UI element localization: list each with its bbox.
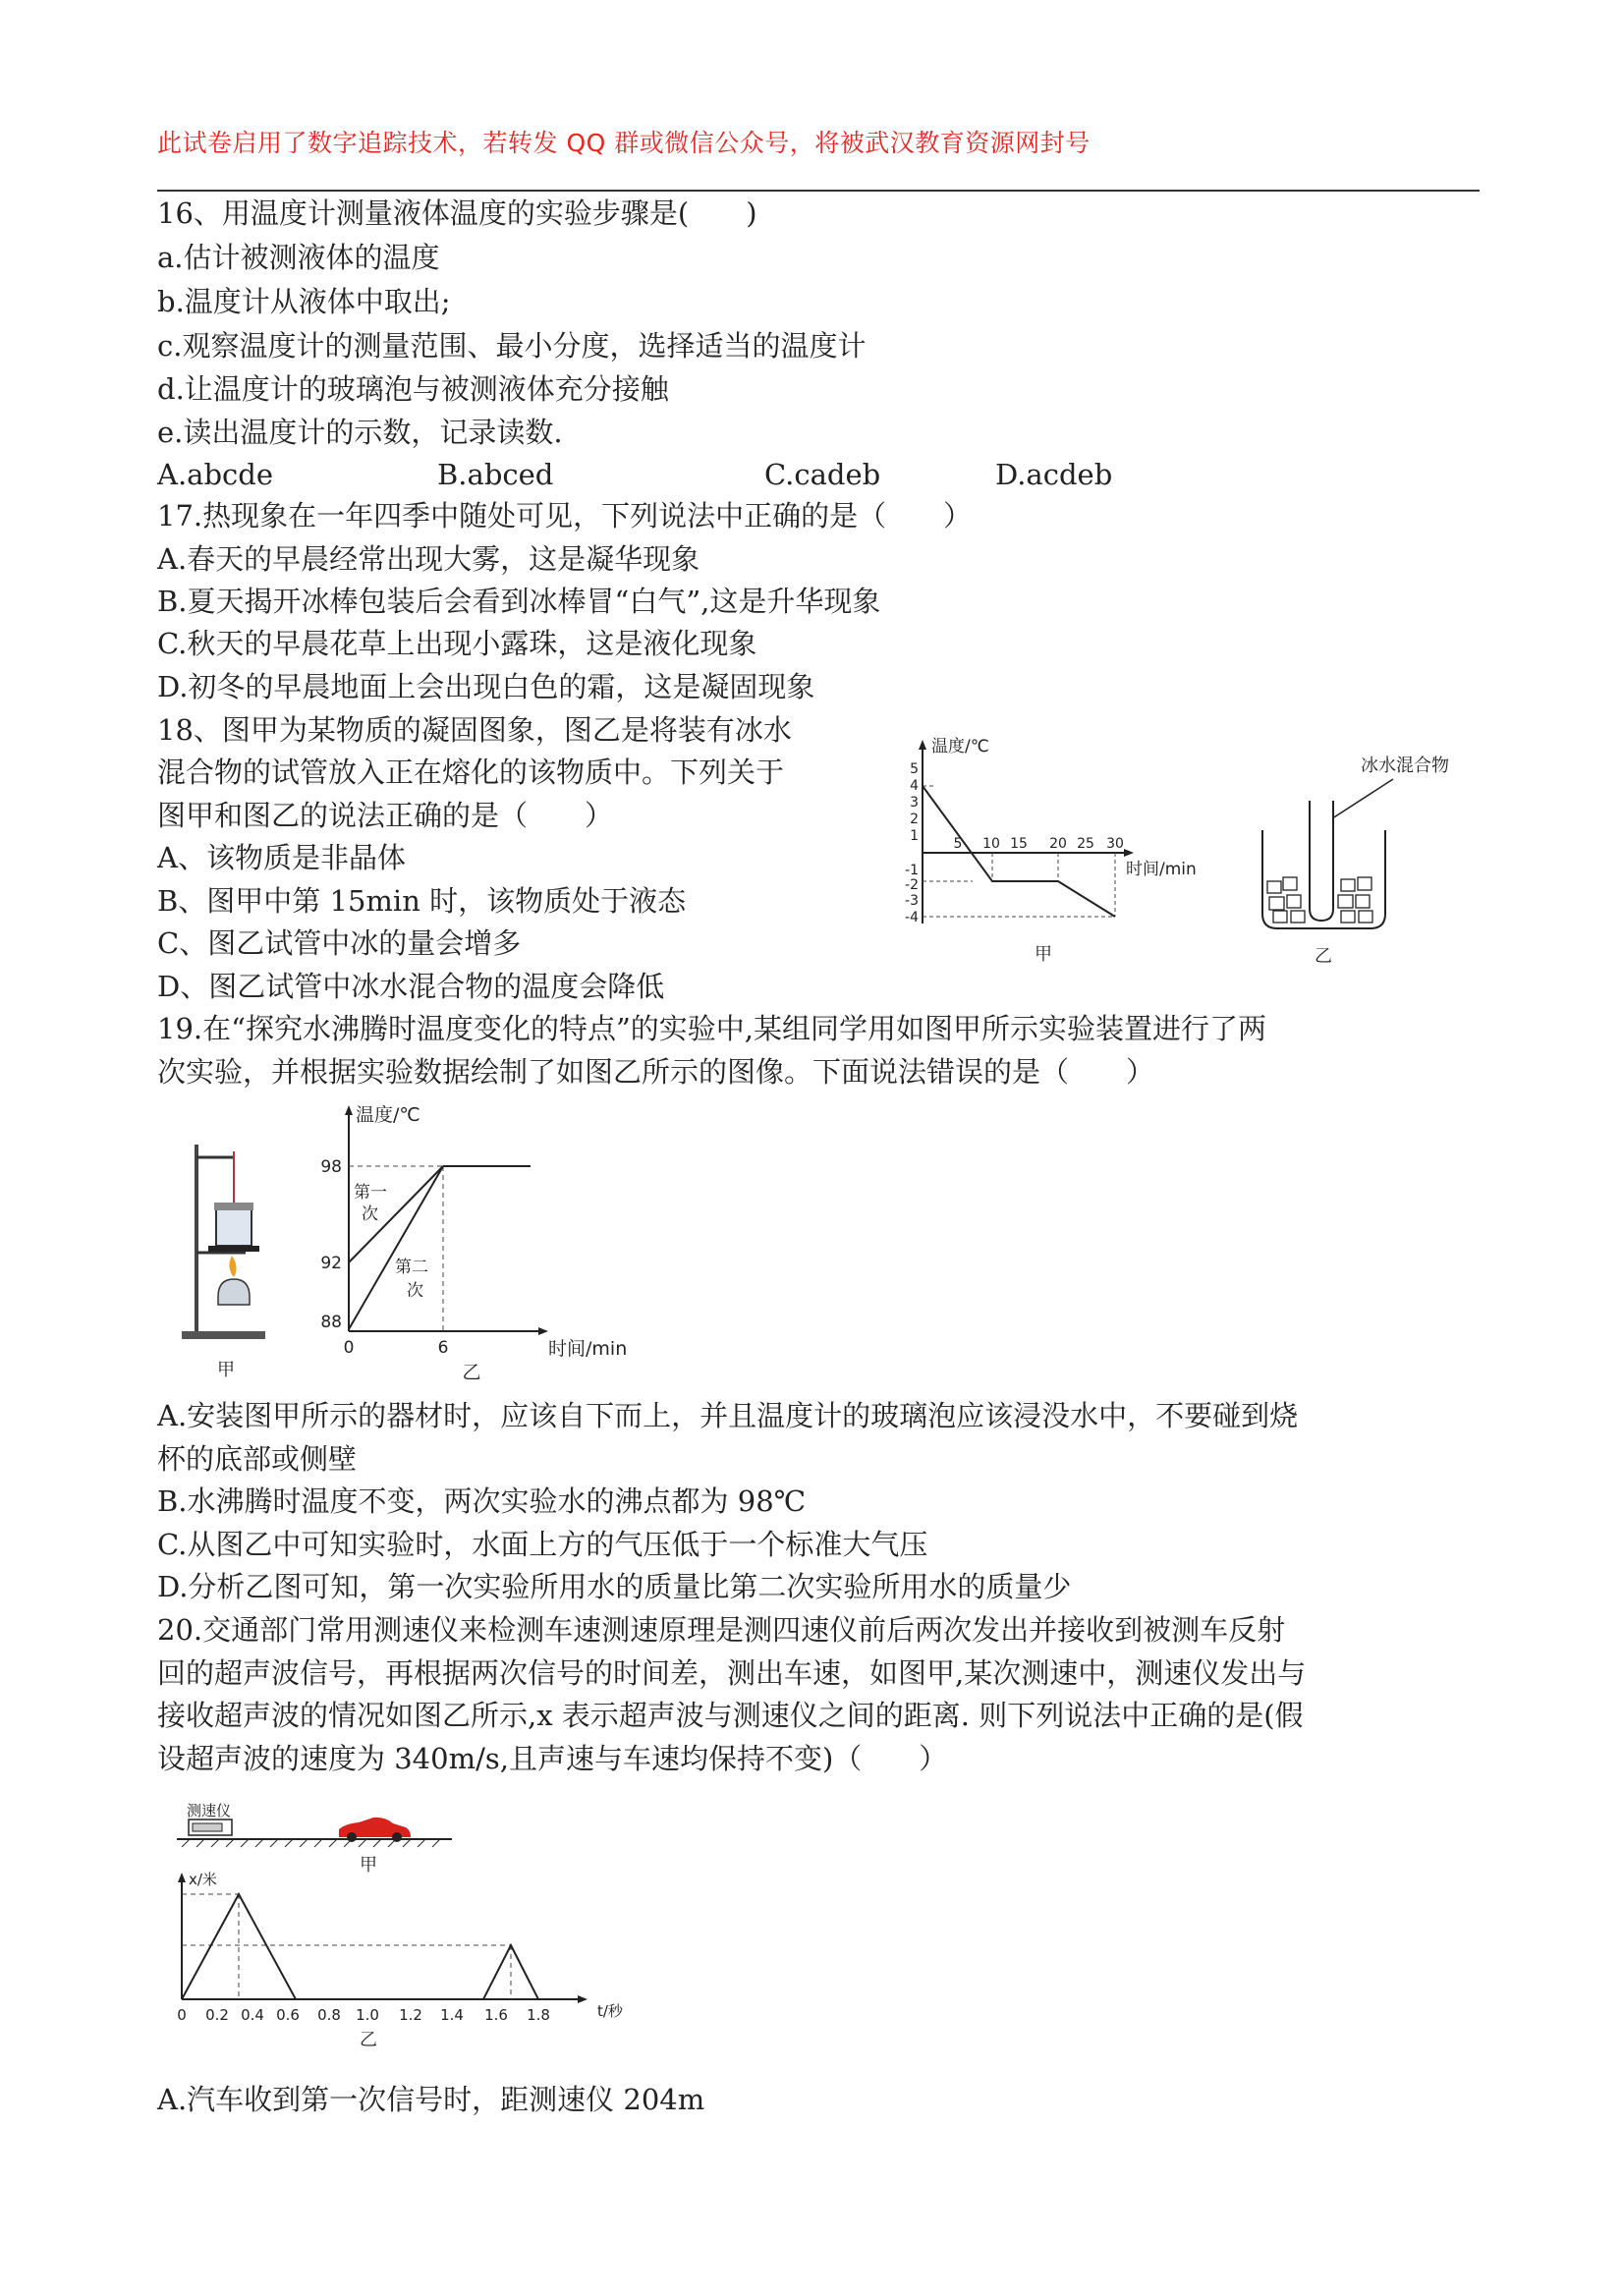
hatch: [300, 1839, 308, 1847]
q20-car-wheel-front: [392, 1832, 402, 1842]
q16-options: [157, 458, 1480, 491]
q18-y-axis-arrow: [919, 740, 926, 750]
q20-stem-line4: 设超声波的速度为 340m/s,且声速与车速均保持不变)（ ）: [157, 1742, 948, 1775]
hatch: [182, 1839, 190, 1847]
q18-test-tube: [1310, 801, 1333, 921]
q19-boiling-graph: [305, 1095, 658, 1390]
q20-y-axis-arrow: [178, 1873, 186, 1882]
q19-xtick-6: 6: [437, 1338, 449, 1358]
q16-stem: 16、用温度计测量液体温度的实验步骤是( ): [157, 196, 757, 230]
ice-cube: [1359, 911, 1372, 923]
q20-xtick-1.2: 1.2: [399, 2006, 422, 2024]
q19-y-axis-label: 温度/℃: [356, 1104, 420, 1126]
q19-option-a-line1: A.安装图甲所示的器材时，应该自下而上，并且温度计的玻璃泡应该浸没水中，不要碰到烧: [157, 1399, 1299, 1432]
q19-stem-line2: 次实验，并根据实验数据绘制了如图乙所示的图像。下面说法错误的是（ ）: [157, 1055, 1155, 1089]
q19-flame: [229, 1256, 236, 1277]
q20-xtick-0.6: 0.6: [276, 2006, 300, 2024]
q18-y-axis-label: 温度/℃: [931, 737, 989, 756]
q19-alcohol-lamp: [218, 1279, 250, 1305]
hatch: [329, 1839, 337, 1847]
q18-ytick-3: 3: [910, 795, 919, 811]
q18-beaker-figure: [1248, 742, 1474, 968]
q20-x-ticks: [177, 2006, 550, 2024]
q19-beaker-lid: [214, 1203, 253, 1210]
q19-ytick-92: 92: [320, 1254, 342, 1273]
q19-label-first-1: 第一: [354, 1183, 387, 1203]
hatch: [418, 1839, 425, 1847]
q20-signal-graph: [167, 1867, 639, 2053]
q19-fig-b-caption: 乙: [462, 1362, 481, 1383]
q18-xtick-20: 20: [1049, 836, 1067, 852]
hatch: [373, 1839, 381, 1847]
q18-y-ticks: [905, 761, 919, 925]
hatch: [432, 1839, 440, 1847]
q18-x-ticks: [954, 836, 1124, 852]
q19-label-first-2: 次: [362, 1204, 378, 1224]
q18-fig-b-caption: 乙: [1315, 946, 1332, 967]
q17-option-c: C.秋天的早晨花草上出现小露珠，这是液化现象: [157, 627, 757, 660]
q19-stem-line1: 19.在“探究水沸腾时温度变化的特点”的实验中,某组同学用如图甲所示实验装置进行了两: [157, 1012, 1266, 1045]
q20-option-a: A.汽车收到第一次信号时，距测速仪 204m: [157, 2083, 705, 2116]
q18-label-leader: [1326, 779, 1393, 822]
q16-option-a: A.abcde: [157, 458, 273, 491]
q18-stem-line2: 混合物的试管放入正在熔化的该物质中。下列关于: [157, 756, 785, 789]
q18-x-axis-label: 时间/min: [1126, 860, 1197, 879]
q18-stem-line1: 18、图甲为某物质的凝固图象，图乙是将装有冰水: [157, 713, 792, 747]
q20-y-axis-label: x/米: [189, 1871, 217, 1888]
q20-x-axis-label: t/秒: [597, 2002, 623, 2020]
q20-fig-b-caption: 乙: [360, 2030, 377, 2050]
hatch: [255, 1839, 263, 1847]
q18-fig-a-caption: 甲: [1035, 944, 1052, 965]
q18-ytick-1: 1: [910, 828, 919, 844]
ice-cube: [1356, 895, 1370, 908]
q19-label-second-1: 第二: [395, 1258, 428, 1277]
ice-cube: [1358, 877, 1371, 890]
q19-y-axis-arrow: [345, 1105, 353, 1115]
q20-fig-a-caption: 甲: [360, 1855, 377, 1876]
ice-cube: [1283, 877, 1297, 890]
q16-step-d: d.让温度计的玻璃泡与被测液体充分接触: [157, 372, 669, 406]
q19-apparatus-figure: [177, 1130, 275, 1385]
q20-stem-line2: 回的超声波信号，再根据两次信号的时间差，测出车速，如图甲,某次测速中，测速仪发出与: [157, 1656, 1307, 1690]
q18-xtick-10: 10: [982, 836, 1000, 852]
ice-cube: [1291, 911, 1305, 923]
q19-ytick-98: 98: [320, 1157, 342, 1177]
q19-fig-a-caption: 甲: [217, 1360, 235, 1380]
q19-x-axis-arrow: [538, 1327, 548, 1335]
q20-xtick-1.0: 1.0: [356, 2006, 379, 2024]
q16-step-b: b.温度计从液体中取出;: [157, 285, 451, 318]
q19-stand-rod: [195, 1145, 198, 1331]
q19-option-c: C.从图乙中可知实验时，水面上方的气压低于一个标准大气压: [157, 1528, 928, 1561]
q18-xtick-5: 5: [953, 836, 963, 852]
q20-detector-window: [193, 1823, 222, 1831]
q19-option-a-line2: 杯的底部或侧壁: [157, 1442, 358, 1476]
hatch: [285, 1839, 293, 1847]
q17-option-d: D.初冬的早晨地面上会出现白色的霜，这是凝固现象: [157, 670, 815, 703]
q19-stand-base: [182, 1331, 265, 1339]
q18-x-axis-arrow: [1124, 849, 1134, 857]
ice-cube: [1269, 897, 1284, 910]
header-rule: [157, 190, 1480, 192]
q19-option-d: D.分析乙图可知，第一次实验所用水的质量比第二次实验所用水的质量少: [157, 1570, 1072, 1603]
ice-cube: [1273, 911, 1287, 923]
q20-xtick-1.4: 1.4: [440, 2006, 464, 2024]
hatch: [226, 1839, 234, 1847]
q18-ytick-4: 4: [910, 778, 919, 794]
hatch: [196, 1839, 204, 1847]
q18-option-b: B、图甲中第 15min 时，该物质处于液态: [157, 884, 687, 918]
q18-ytick-5: 5: [910, 761, 919, 777]
q19-ytick-88: 88: [320, 1313, 342, 1332]
q18-xtick-15: 15: [1010, 836, 1028, 852]
q20-xtick-0.4: 0.4: [241, 2006, 264, 2024]
q18-ytick-neg3: -3: [905, 893, 919, 909]
q16-step-c: c.观察温度计的测量范围、最小分度，选择适当的温度计: [157, 329, 867, 363]
q18-ytick-neg4: -4: [905, 910, 919, 925]
q19-label-second-2: 次: [407, 1281, 423, 1301]
q20-xtick-0.8: 0.8: [317, 2006, 341, 2024]
ice-cube: [1341, 911, 1355, 923]
q17-option-a: A.春天的早晨经常出现大雾，这是凝华现象: [157, 542, 700, 576]
q19-x-axis-label: 时间/min: [548, 1338, 628, 1360]
hatch: [241, 1839, 249, 1847]
hatch: [270, 1839, 278, 1847]
ice-cube: [1267, 881, 1281, 893]
q19-beaker: [216, 1210, 252, 1246]
q20-x-axis-arrow: [578, 1995, 588, 2003]
q17-stem: 17.热现象在一年四季中随处可见，下列说法中正确的是（ ）: [157, 499, 973, 532]
q18-xtick-25: 25: [1077, 836, 1094, 852]
q16-step-e: e.读出温度计的示数，记录读数.: [157, 416, 563, 449]
hatch: [314, 1839, 322, 1847]
q18-stem-line3: 图甲和图乙的说法正确的是（ ）: [157, 799, 614, 832]
hatch: [403, 1839, 411, 1847]
q16-option-c: C.cadeb: [764, 458, 881, 491]
ice-cube: [1341, 879, 1355, 891]
q18-ice-water-label: 冰水混合物: [1361, 756, 1449, 776]
q18-option-a: A、该物质是非晶体: [157, 841, 406, 874]
hatch: [359, 1839, 366, 1847]
q20-xtick-0: 0: [177, 2006, 187, 2024]
q20-road-hatching: [182, 1839, 440, 1847]
q18-solidification-graph: [904, 732, 1228, 968]
q16-step-a: a.估计被测液体的温度: [157, 241, 440, 274]
ice-cube: [1338, 895, 1353, 908]
q20-road-figure: [177, 1798, 472, 1876]
q20-stem-line3: 接收超声波的情况如图乙所示,x 表示超声波与测速仪之间的距离. 则下列说法中正确的是(假: [157, 1699, 1304, 1732]
hatch: [211, 1839, 219, 1847]
q20-xtick-1.8: 1.8: [527, 2006, 550, 2024]
q16-option-d: D.acdeb: [995, 458, 1113, 491]
q20-car-wheel-rear: [347, 1832, 357, 1842]
q18-ytick-neg1: -1: [905, 863, 919, 878]
q20-stem-line1: 20.交通部门常用测速仪来检测车速测速原理是测四速仪前后两次发出并接收到被测车反射: [157, 1613, 1286, 1647]
ice-cube: [1287, 895, 1301, 908]
q18-ytick-2: 2: [910, 812, 919, 827]
q19-option-b: B.水沸腾时温度不变，两次实验水的沸点都为 98℃: [157, 1484, 807, 1518]
q17-option-b: B.夏天揭开冰棒包装后会看到冰棒冒“白气”,这是升华现象: [157, 585, 881, 618]
q19-xtick-0: 0: [343, 1338, 355, 1358]
tracking-notice: 此试卷启用了数字追踪技术，若转发 QQ 群或微信公众号，将被武汉教育资源网封号: [157, 129, 1091, 157]
q16-option-b: B.abced: [437, 458, 554, 491]
q18-ytick-neg2: -2: [905, 877, 919, 893]
q18-option-c: C、图乙试管中冰的量会增多: [157, 926, 522, 960]
q20-xtick-1.6: 1.6: [484, 2006, 508, 2024]
q18-xtick-30: 30: [1106, 836, 1124, 852]
q20-xtick-0.2: 0.2: [205, 2006, 229, 2024]
q18-option-d: D、图乙试管中冰水混合物的温度会降低: [157, 970, 665, 1003]
q19-asbestos-net: [208, 1246, 259, 1252]
q20-device-label: 测速仪: [187, 1802, 232, 1820]
